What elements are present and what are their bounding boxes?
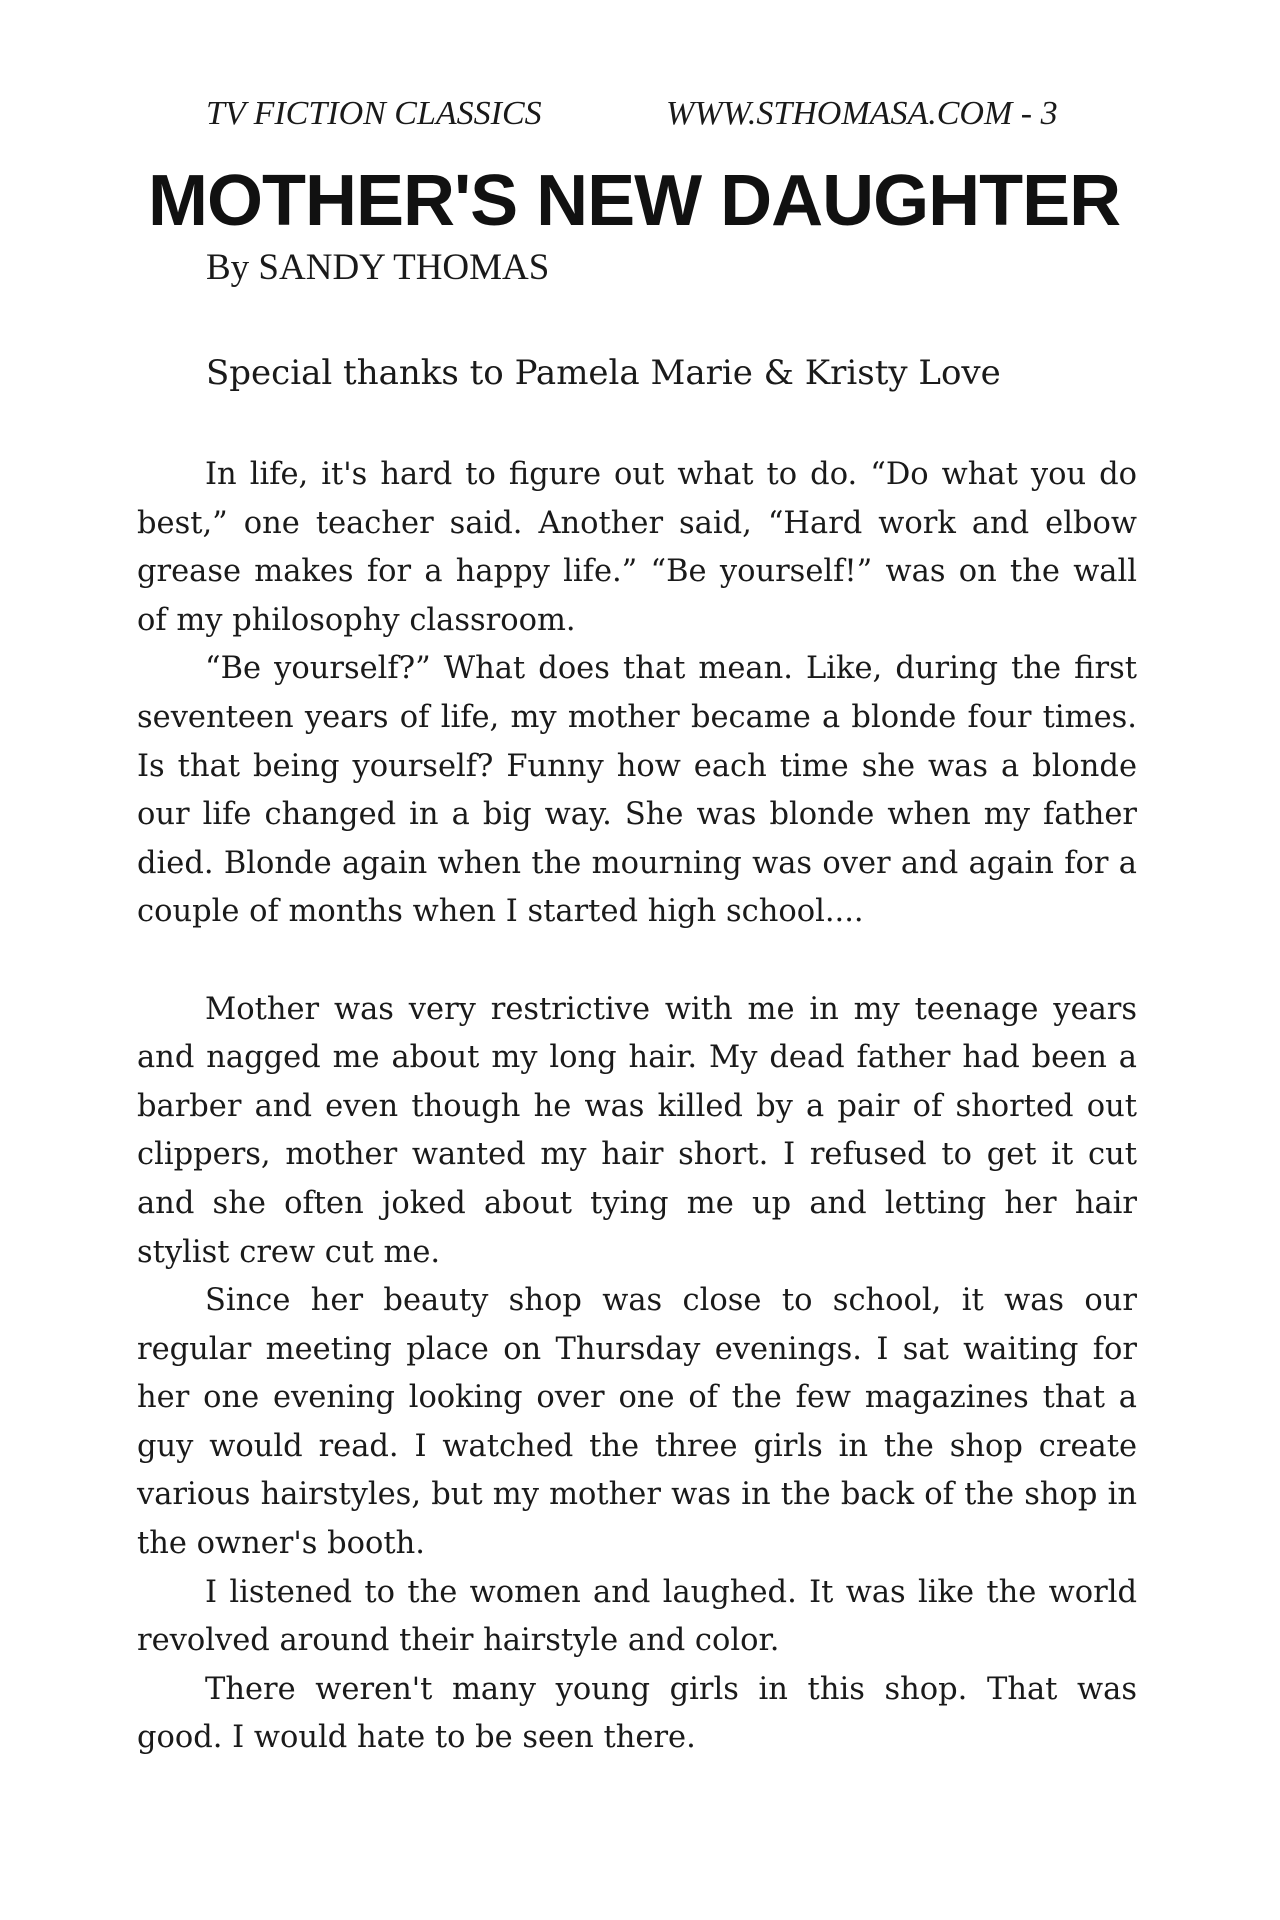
paragraph: Mother was very restrictive with me in my teenage years and nagged me about my long hair. My dead father had been a barber and even though he was killed by a pair of shorted out clippers, mother wanted my hair short. I refused to get it cut and she often joked about tying me up and letting her hair stylist crew cut me. — [137, 991, 1137, 1270]
story-body — [137, 451, 1137, 1763]
running-header — [206, 92, 1086, 136]
paragraph: “Be yourself?” What does that mean. Like, during the first seventeen years of life, my mother became a blonde four times. Is that being yourself? Funny how each time she was a blonde our life changed in a big way. She was blonde when my father died. Blonde again when the mourning was over and again for a couple of months when I started high school.... — [137, 651, 1137, 930]
acknowledgement: Special thanks to Pamela Marie & Kristy Love — [206, 353, 1001, 393]
paragraph: I listened to the women and laughed. It was like the world revolved around their hairstyle and color. — [137, 1574, 1137, 1659]
story-title: MOTHER'S NEW DAUGHTER — [148, 161, 1121, 241]
website-page-number: WWW.STHOMASA.COM - 3 — [666, 95, 1058, 132]
paragraph: Since her beauty shop was close to school, it was our regular meeting place on Thursday evenings. I sat waiting for her one evening looking over one of the few magazines that a guy would read. I watched the three girls in the shop create various hairstyles, but my mother was in the back of the shop in the owner's booth. — [137, 1283, 1137, 1562]
paragraph: In life, it's hard to figure out what to do. “Do what you do best,” one teacher said. Another said, “Hard work and elbow grease makes for a happy life.” “Be yourself!” was on the wall of my philosophy classroom. — [137, 457, 1137, 638]
series-title: TV FICTION CLASSICS — [206, 95, 542, 132]
author-byline: By SANDY THOMAS — [206, 247, 550, 288]
paragraph: There weren't many young girls in this shop. That was good. I would hate to be seen there. — [137, 1671, 1137, 1756]
